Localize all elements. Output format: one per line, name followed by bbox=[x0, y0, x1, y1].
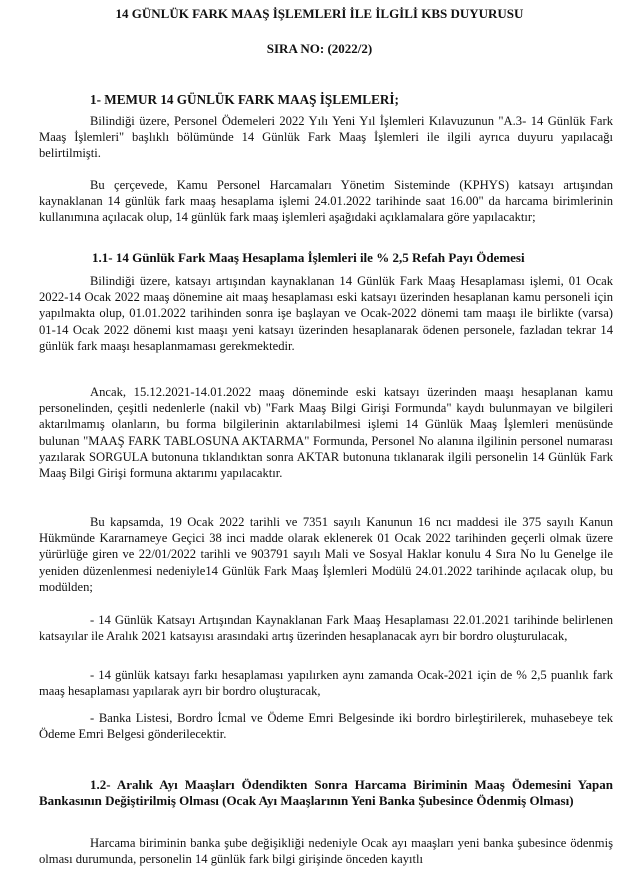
section-1-1-heading: 1.1- 14 Günlük Fark Maaş Hesaplama İşlemleri ile % 2,5 Refah Payı Ödemesi bbox=[92, 250, 525, 265]
section-1-1-paragraph-3: Bu kapsamda, 19 Ocak 2022 tarihli ve 7351 sayılı Kanunun 16 ncı maddesi ile 375 sayılı Kanun Hükmünde Kararnameye Geçici 38 inci madde olarak eklenerek 01 Ocak 2022 tarihinden geçerli olmak üzere yürürlüğe giren ve 22/01/2022 tarihli ve 903791 sayılı Mali ve Sosyal Haklar konulu 4 Sıra No lu Genelge ile yeniden düzenlenmesi nedeniyle14 Günlük Fark Maaş İşlemleri Modülü 24.01.2022 tarihinde açılacak olup, bu modülden; bbox=[39, 515, 613, 594]
section-1-1-paragraph-1: Bilindiği üzere, katsayı artışından kaynaklanan 14 Günlük Fark Maaş Hesaplaması işlemi, 01 Ocak 2022-14 Ocak 2022 maaş dönemine ait maaş hesaplaması eski katsayı üzerinden hesaplanan kamu personeli için yapılmakta olup, 01.01.2022 tarihinden sonra işe başlayan ve Ocak-2022 dönemi tam maaşı ile birlikte (varsa) 01-14 Ocak 2022 dönemi kıst maaşı yeni katsayı üzerinden hesaplanarak ödenen personele, fazladan tekrar 14 günlük fark maaşı hesaplanmaması gerekmektedir. bbox=[39, 274, 613, 353]
section-1-heading: 1- MEMUR 14 GÜNLÜK FARK MAAŞ İŞLEMLERİ; bbox=[90, 92, 399, 107]
bullet-item-2: - 14 günlük katsayı farkı hesaplaması yapılırken aynı zamanda Ocak-2021 için de % 2,5 puanlık fark maaş hesaplaması yapılarak ayrı bir bordro oluşturacak, bbox=[39, 668, 613, 699]
section-1-2-heading: 1.2- Aralık Ayı Maaşları Ödendikten Sonra Harcama Biriminin Maaş Ödemesini Yapan Bankasının Değiştirilmiş Olması (Ocak Ayı Maaşlarının Yeni Banka Şubesince Ödenmiş Olması) bbox=[39, 777, 613, 809]
document-title: 14 GÜNLÜK FARK MAAŞ İŞLEMLERİ İLE İLGİLİ KBS DUYURUSU bbox=[115, 6, 524, 21]
sira-no: SIRA NO: (2022/2) bbox=[266, 41, 373, 56]
section-1-1-paragraph-2: Ancak, 15.12.2021-14.01.2022 maaş döneminde eski katsayı üzerinden maaşı hesaplanan kamu personelinden, çeşitli nedenlerle (nakil vb) "Fark Maaş Bilgi Girişi Formunda" kaydı bulunmayan ve bilgileri aktarılmamış olanların, bu forma bilgilerinin aktarılabilmesi işlemi 14 Günlük Maaş İşlemleri menüsünde bulunan "MAAŞ FARK TABLOSUNA AKTARMA" Formunda, Personel No alanına ilgilinin personel numarası yazılarak SORGULA butonuna tıklandıktan sonra AKTAR butonuna tıklanarak ilgili personelin 14 Günlük Fark Maaş Bilgi Girişi formuna aktarımı yapılacaktır. bbox=[39, 385, 613, 481]
section-1-2-paragraph-1: Harcama biriminin banka şube değişikliği nedeniyle Ocak ayı maaşları yeni banka şubesince ödenmiş olması durumunda, personelin 14 günlük fark bilgi girişinde önceden kayıtlı bbox=[39, 836, 613, 867]
section-1-paragraph-1: Bilindiği üzere, Personel Ödemeleri 2022 Yılı Yeni Yıl İşlemleri Kılavuzunun "A.3- 14 Günlük Fark Maaş İşlemleri" başlıklı bölümünde 14 Günlük Fark Maaş İşlemleri ile ilgili ayrıca duyuru yapılacağı belirtilmişti. bbox=[39, 114, 613, 161]
section-1-paragraph-2: Bu çerçevede, Kamu Personel Harcamaları Yönetim Sisteminde (KPHYS) katsayı artışından kaynaklanan 14 günlük fark maaş hesaplama işlemi 24.01.2022 tarihinde saat 16.00" da harcama birimlerinin kullanımına açılacak olup, 14 günlük fark maaş işlemleri aşağıdaki açıklamalara göre yapılacaktır; bbox=[39, 178, 613, 225]
bullet-item-1: - 14 Günlük Katsayı Artışından Kaynaklanan Fark Maaş Hesaplaması 22.01.2021 tarihinde belirlenen katsayılar ile Aralık 2021 katsayısı arasındaki artış üzerinden hesaplanacak ayrı bir bordro oluşturulacak, bbox=[39, 613, 613, 644]
bullet-item-3: - Banka Listesi, Bordro İcmal ve Ödeme Emri Belgesinde iki bordro birleştirilerek, muhasebeye tek Ödeme Emri Belgesi gönderilecektir. bbox=[39, 711, 613, 742]
